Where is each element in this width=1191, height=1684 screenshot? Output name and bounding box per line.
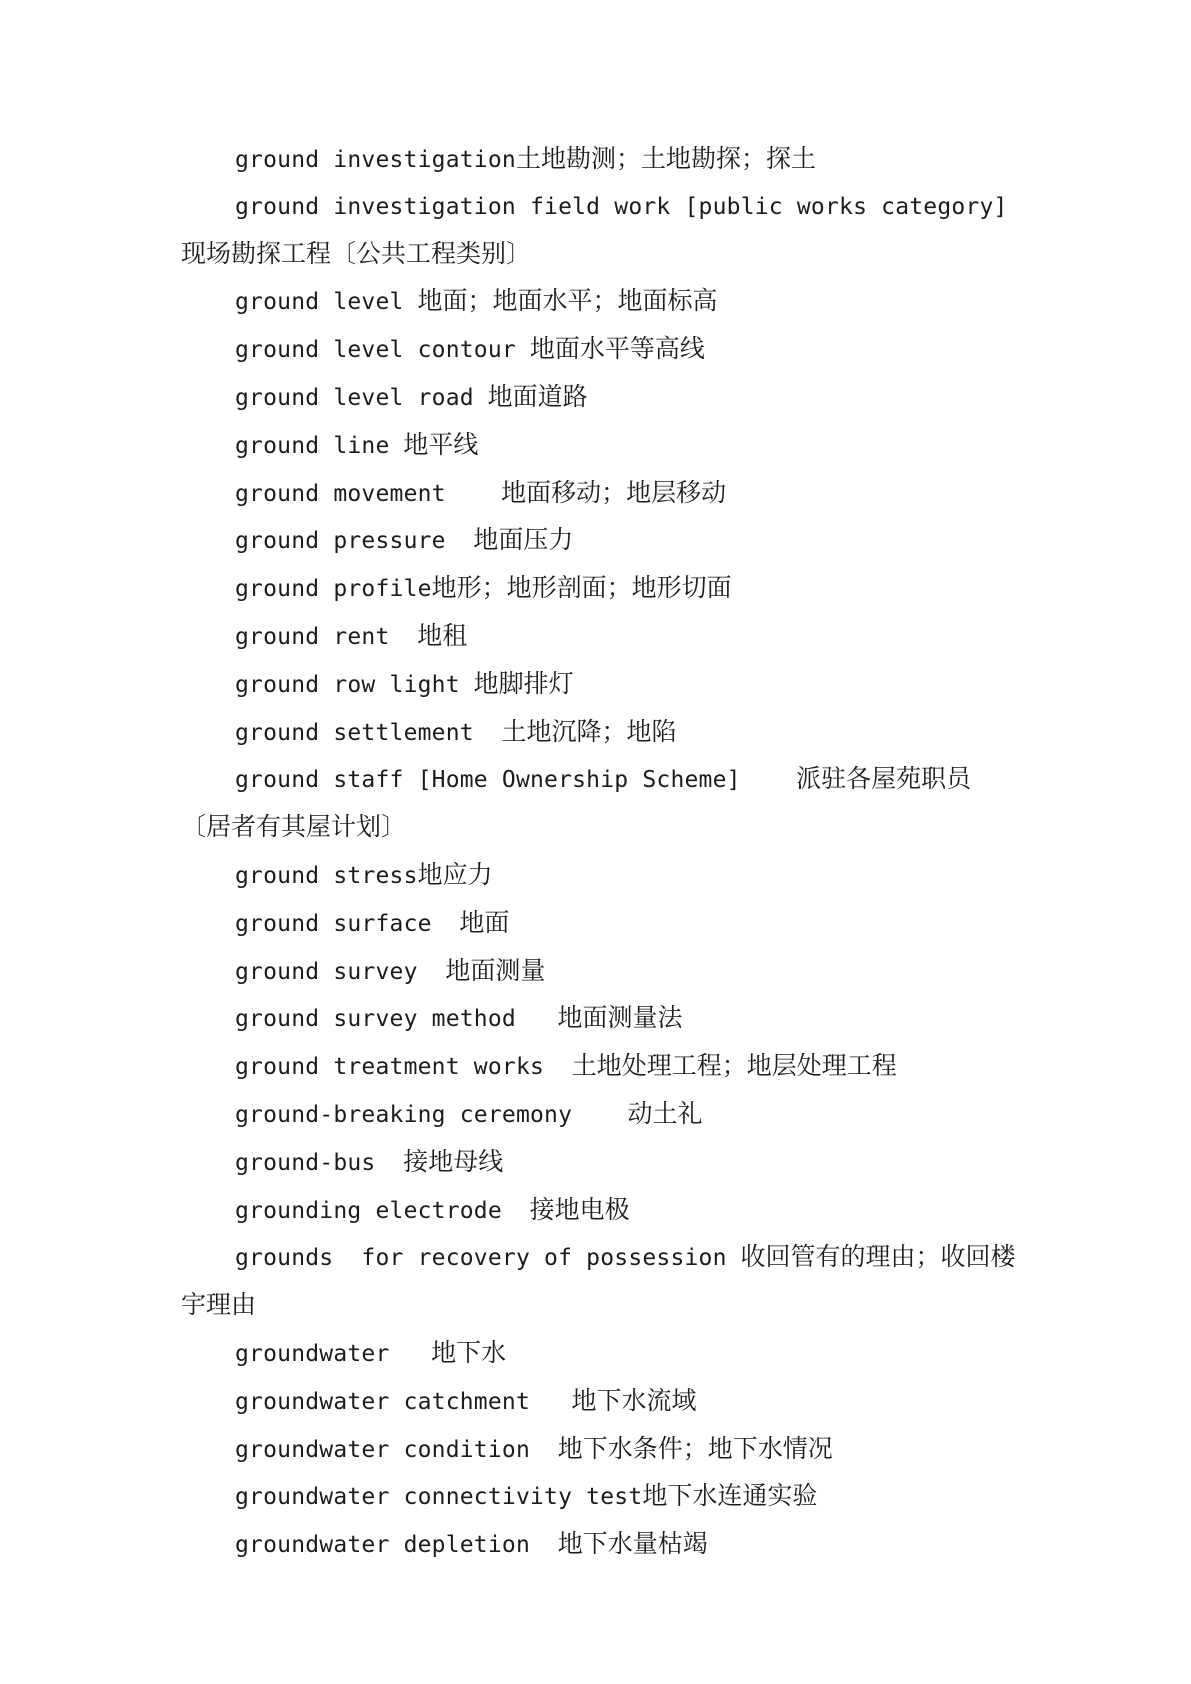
entry-spacer [446, 481, 501, 507]
entry-translation: 接地母线 [403, 1146, 504, 1176]
entry-term: ground surface [235, 910, 432, 937]
entry-translation: 地面测量 [445, 955, 546, 985]
glossary-entry [181, 422, 1016, 470]
entry-spacer [530, 1532, 558, 1558]
entry-term: ground line [235, 432, 390, 459]
entry-spacer [474, 385, 488, 411]
glossary-entry [181, 995, 1016, 1043]
entry-spacer [460, 672, 474, 698]
entry-translation: 地脚排灯 [473, 668, 574, 698]
entry-translation: 地平线 [403, 429, 479, 459]
entry-spacer [390, 1341, 432, 1367]
glossary-entry [181, 948, 1016, 996]
entry-translation: 地面；地面水平；地面标高 [417, 286, 718, 316]
entry-spacer [516, 1006, 558, 1032]
glossary-entry [181, 661, 1016, 709]
glossary-entry [181, 709, 1016, 757]
glossary-entry [181, 900, 1016, 948]
glossary-entry [181, 1234, 1016, 1330]
entry-term: ground investigation field work [public works category] [235, 193, 1008, 220]
entry-term: ground level [235, 289, 404, 316]
glossary-entry [181, 852, 1016, 900]
glossary-entry [181, 1473, 1016, 1521]
entry-term: ground rent [235, 623, 390, 650]
entry-spacer [446, 528, 474, 554]
glossary-entry [181, 1426, 1016, 1474]
entry-translation: 接地电极 [529, 1194, 630, 1224]
entry-term: ground level road [235, 384, 474, 411]
entry-translation: 地面水平等高线 [529, 334, 705, 364]
entry-translation: 土地勘测；土地勘探；探土 [515, 144, 816, 173]
entry-spacer [474, 720, 502, 746]
entry-translation: 地面 [459, 907, 510, 937]
entry-term: grounds for recovery of possession [235, 1245, 727, 1272]
entry-term: ground movement [235, 480, 446, 507]
entry-term: groundwater depletion [235, 1532, 530, 1559]
glossary-entry [181, 326, 1016, 374]
entry-spacer [502, 1198, 530, 1224]
entry-term: ground-bus [235, 1149, 376, 1176]
glossary-entry [181, 565, 1016, 613]
entry-term: ground profile [235, 576, 432, 603]
entry-spacer [375, 1150, 403, 1176]
glossary-entry [181, 1521, 1016, 1569]
entry-term: ground level contour [235, 337, 516, 364]
entry-translation: 现场勘探工程〔公共工程类别〕 [181, 238, 532, 268]
entry-spacer [516, 337, 530, 363]
entry-translation: 地形；地形剖面；地形切面 [431, 573, 732, 603]
entry-term: ground treatment works [235, 1054, 545, 1081]
entry-term: groundwater condition [235, 1436, 530, 1463]
entry-translation: 地下水流域 [571, 1385, 697, 1415]
glossary-entry [181, 278, 1016, 326]
entry-translation: 地面压力 [473, 525, 574, 555]
entry-translation: 地应力 [417, 859, 493, 889]
entry-translation: 地下水 [431, 1337, 507, 1367]
entry-term: grounding electrode [235, 1197, 502, 1224]
entry-spacer [572, 1102, 627, 1128]
entry-term: groundwater catchment [235, 1388, 530, 1415]
entry-translation: 动土礼 [627, 1098, 703, 1128]
entry-term: ground-breaking ceremony [235, 1101, 573, 1128]
entry-term: ground settlement [235, 719, 474, 746]
entry-term: ground investigation [235, 147, 516, 173]
entry-spacer [741, 767, 796, 793]
entry-term: groundwater connectivity test [235, 1484, 643, 1511]
entry-translation: 地下水连通实验 [642, 1481, 818, 1511]
entry-term: ground survey method [235, 1006, 516, 1033]
glossary-list [181, 136, 1016, 1569]
entry-spacer [390, 433, 404, 459]
entry-translation: 土地处理工程；地层处理工程 [571, 1051, 897, 1081]
entry-spacer [727, 1245, 741, 1271]
entry-translation: 土地沉降；地陷 [501, 716, 677, 746]
glossary-entry [181, 184, 1016, 279]
entry-spacer [530, 1389, 572, 1415]
entry-spacer [432, 911, 460, 937]
glossary-entry [181, 1378, 1016, 1426]
entry-term: ground stress [235, 862, 418, 889]
glossary-entry [181, 1330, 1016, 1378]
glossary-entry [181, 1043, 1016, 1091]
glossary-entry [181, 1091, 1016, 1139]
entry-translation: 地面测量法 [557, 1003, 683, 1033]
entry-translation: 地面道路 [487, 381, 588, 411]
glossary-entry [181, 136, 1016, 184]
entry-translation: 地租 [417, 620, 468, 650]
entry-translation: 地下水条件；地下水情况 [557, 1433, 833, 1463]
glossary-entry [181, 756, 1016, 852]
glossary-entry [181, 1139, 1016, 1187]
entry-spacer [418, 959, 446, 985]
glossary-entry [181, 517, 1016, 565]
glossary-entry [181, 470, 1016, 518]
entry-term: ground pressure [235, 528, 446, 555]
entry-translation: 收回管有的理由；收回楼宇理由 [181, 1242, 1016, 1320]
entry-term: ground staff [Home Ownership Scheme] [235, 767, 741, 794]
entry-translation: 派驻各屋苑职员〔居者有其屋计划〕 [181, 764, 972, 842]
entry-spacer [530, 1437, 558, 1463]
entry-spacer [544, 1054, 572, 1080]
glossary-entry [181, 613, 1016, 661]
entry-spacer [390, 624, 418, 650]
glossary-entry [181, 1187, 1016, 1235]
entry-spacer [404, 289, 418, 315]
entry-translation: 地面移动；地层移动 [501, 477, 727, 507]
entry-term: ground survey [235, 958, 418, 985]
entry-term: ground row light [235, 671, 460, 698]
entry-translation: 地下水量枯竭 [557, 1529, 708, 1559]
glossary-entry [181, 374, 1016, 422]
entry-term: groundwater [235, 1340, 390, 1367]
